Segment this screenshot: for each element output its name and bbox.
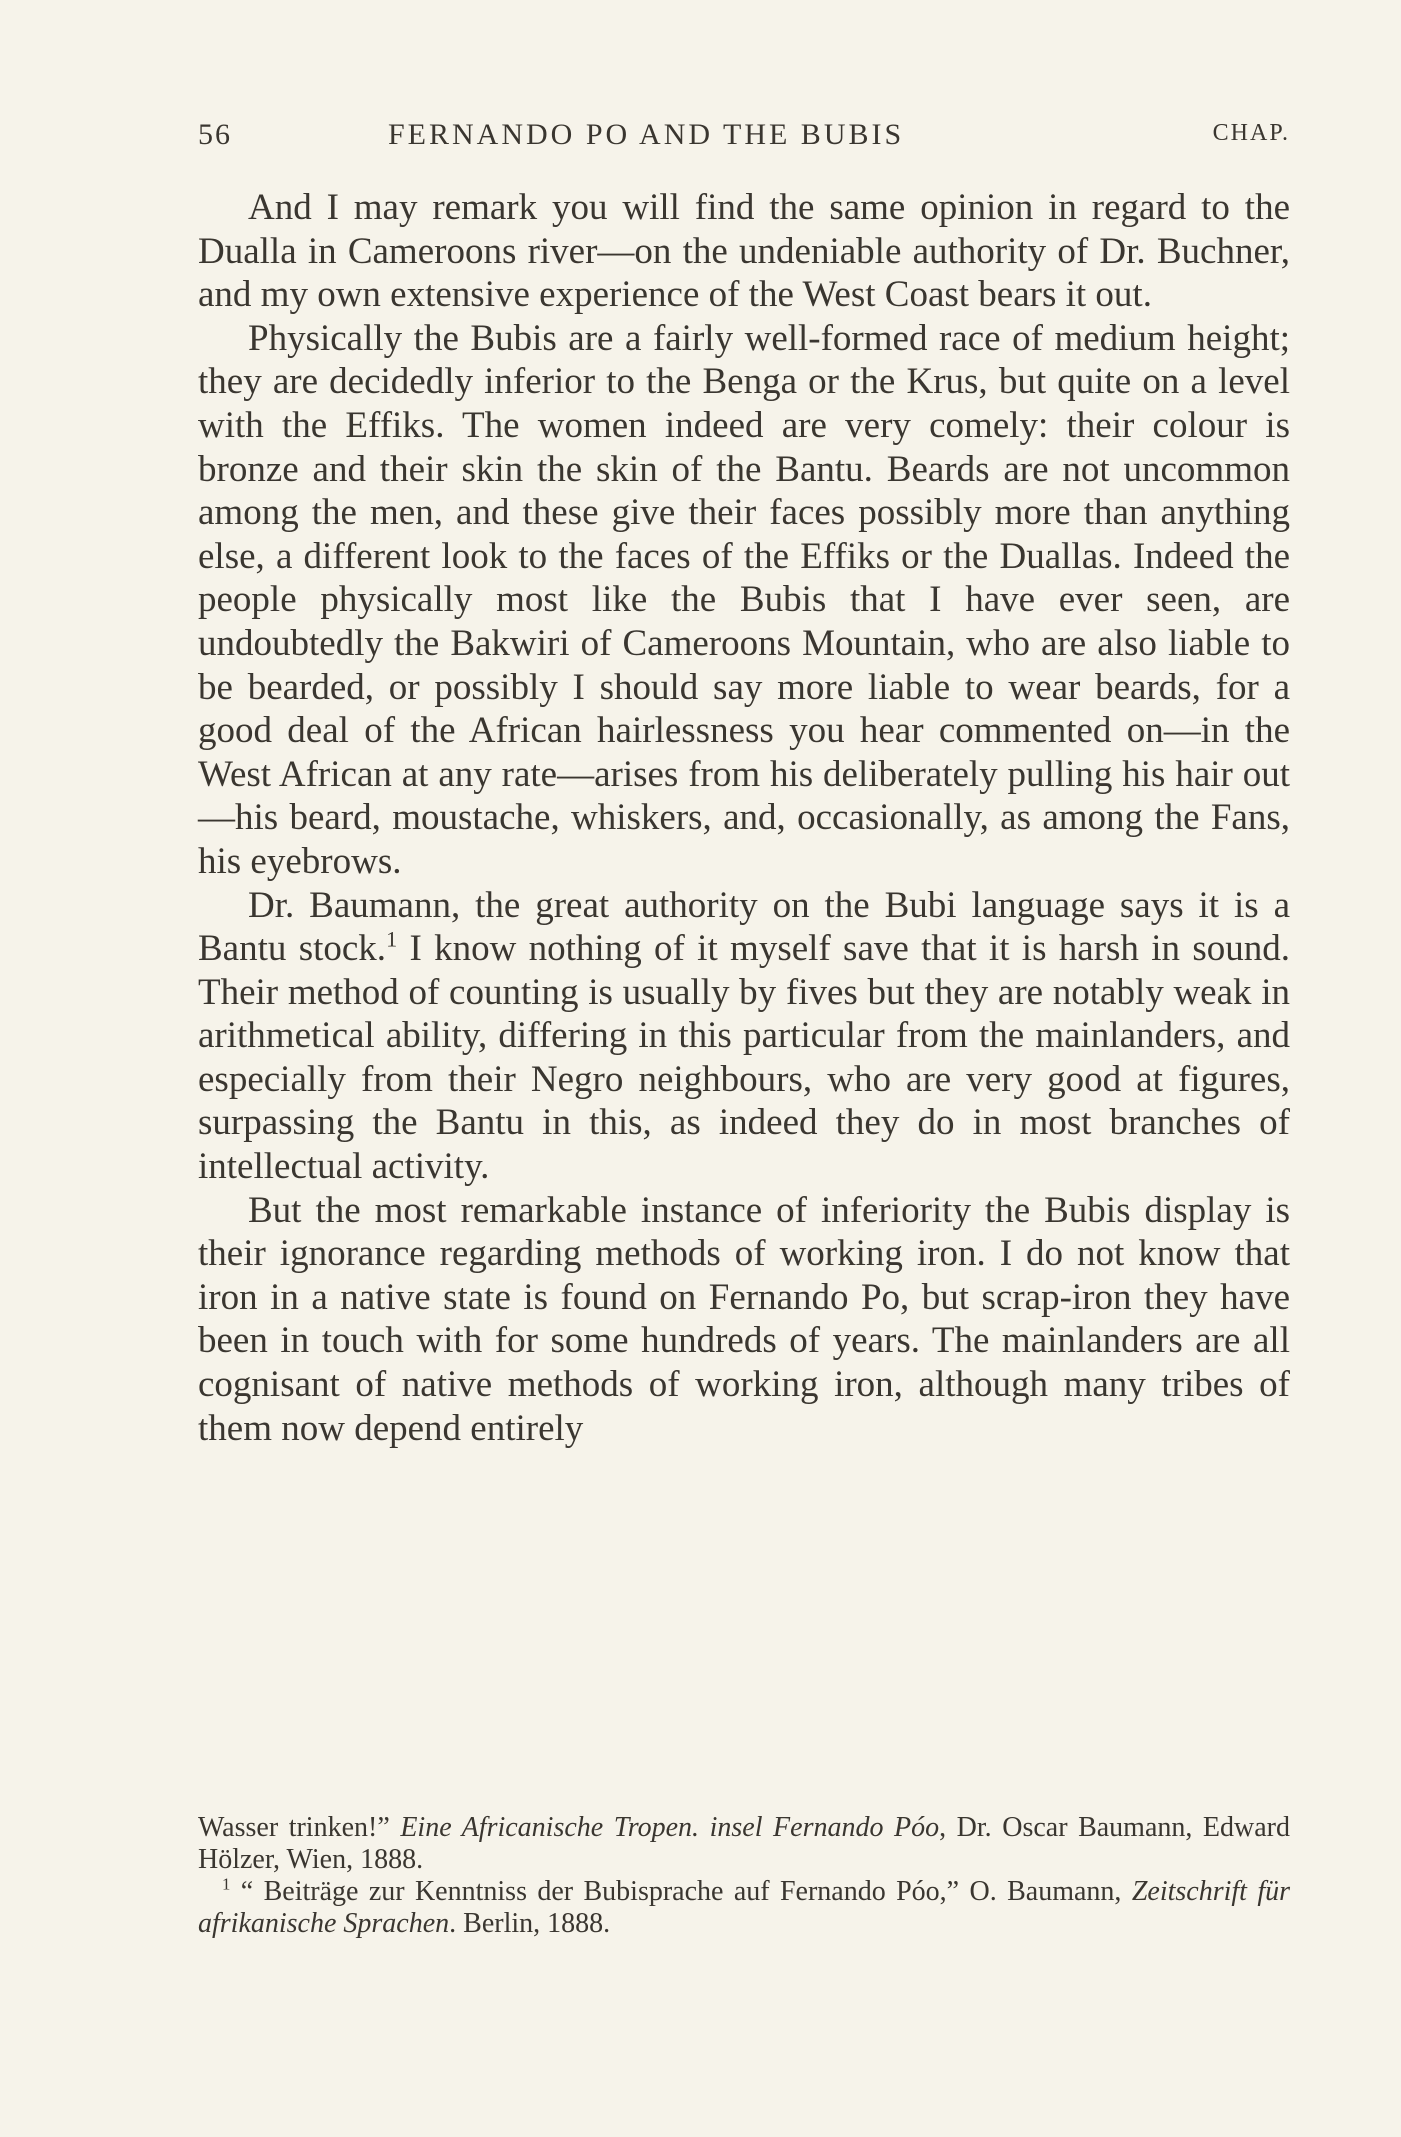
- paragraph-text: Dr. Baumann, the great authority on the Bubi language says it is a Bantu stock.: [198, 884, 1290, 970]
- footnote-text: Wasser trinken!”: [198, 1812, 401, 1843]
- running-header: [198, 118, 1290, 158]
- paragraph: Physically the Bubis are a fairly well-formed race of medium height; they are decidedly inferior to the Benga or the Krus, but quite on a level with the Effiks. The women indeed are very comely: their colour is bronze and their skin the skin of the Bantu. Beards are not uncommon among the men, and these give their faces possibly more than anything else, a different look to the faces of the Effiks or the Duallas. Indeed the people physically most like the Bubis that I have ever seen, are undoubtedly the Bakwiri of Cameroons Mountain, who are also liable to be bearded, or possibly I should say more liable to wear beards, for a good deal of the African hairlessness you hear commented on—in the West African at any rate—arises from his deliberately pulling his hair out—his beard, moustache, whiskers, and, occasionally, as among the Fans, his eyebrows.: [198, 317, 1290, 882]
- body-text: [198, 186, 1290, 1450]
- paragraph: [198, 884, 1290, 1189]
- footnote-text: . Berlin, 1888.: [449, 1908, 611, 1939]
- footnote-title: Eine Africanische Tropen. insel Fernando Póo: [400, 1812, 940, 1843]
- footnote-continued: [198, 1812, 1290, 1876]
- footnote-1: [198, 1876, 1290, 1940]
- footnote-marker: 1: [222, 1874, 231, 1894]
- paragraph: But the most remarkable instance of inferiority the Bubis display is their ignorance regarding methods of working iron. I do not know that iron in a native state is found on Fernando Po, but scrap-iron they have been in touch with for some hundreds of years. The mainlanders are all cognisant of native methods of working iron, although many tribes of them now depend entirely: [198, 1189, 1290, 1449]
- chapter-label: CHAP.: [1212, 120, 1290, 146]
- footnote-journal: Zeitschrift für afrikanische Sprachen: [198, 1876, 1290, 1939]
- paragraph-text: I know nothing of it myself save that it is harsh in sound. Their method of counting is usually by fives but they are notably weak in arithmetical ability, differing in this particular from the mainlanders, and especially from their Negro neighbours, who are very good at figures, surpassing the Bantu in this, as indeed they do in most branches of intellectual activity.: [198, 928, 1290, 1188]
- footnotes: [198, 1812, 1290, 1940]
- running-title: FERNANDO PO AND THE BUBIS: [388, 118, 905, 151]
- footnote-text: “ Beiträge zur Kenntniss der Bubisprache auf Fernando Póo,” O. Baumann,: [230, 1876, 1132, 1907]
- footnote-text: , Dr. Oscar Baumann, Edward Hölzer, Wien, 1888.: [198, 1812, 1290, 1875]
- paragraph: And I may remark you will find the same opinion in regard to the Dualla in Cameroons river—on the undeniable authority of Dr. Buchner, and my own extensive experience of the West Coast bears it out.: [198, 187, 1290, 316]
- footnote-reference[interactable]: 1: [386, 926, 398, 952]
- page-number: 56: [198, 118, 232, 151]
